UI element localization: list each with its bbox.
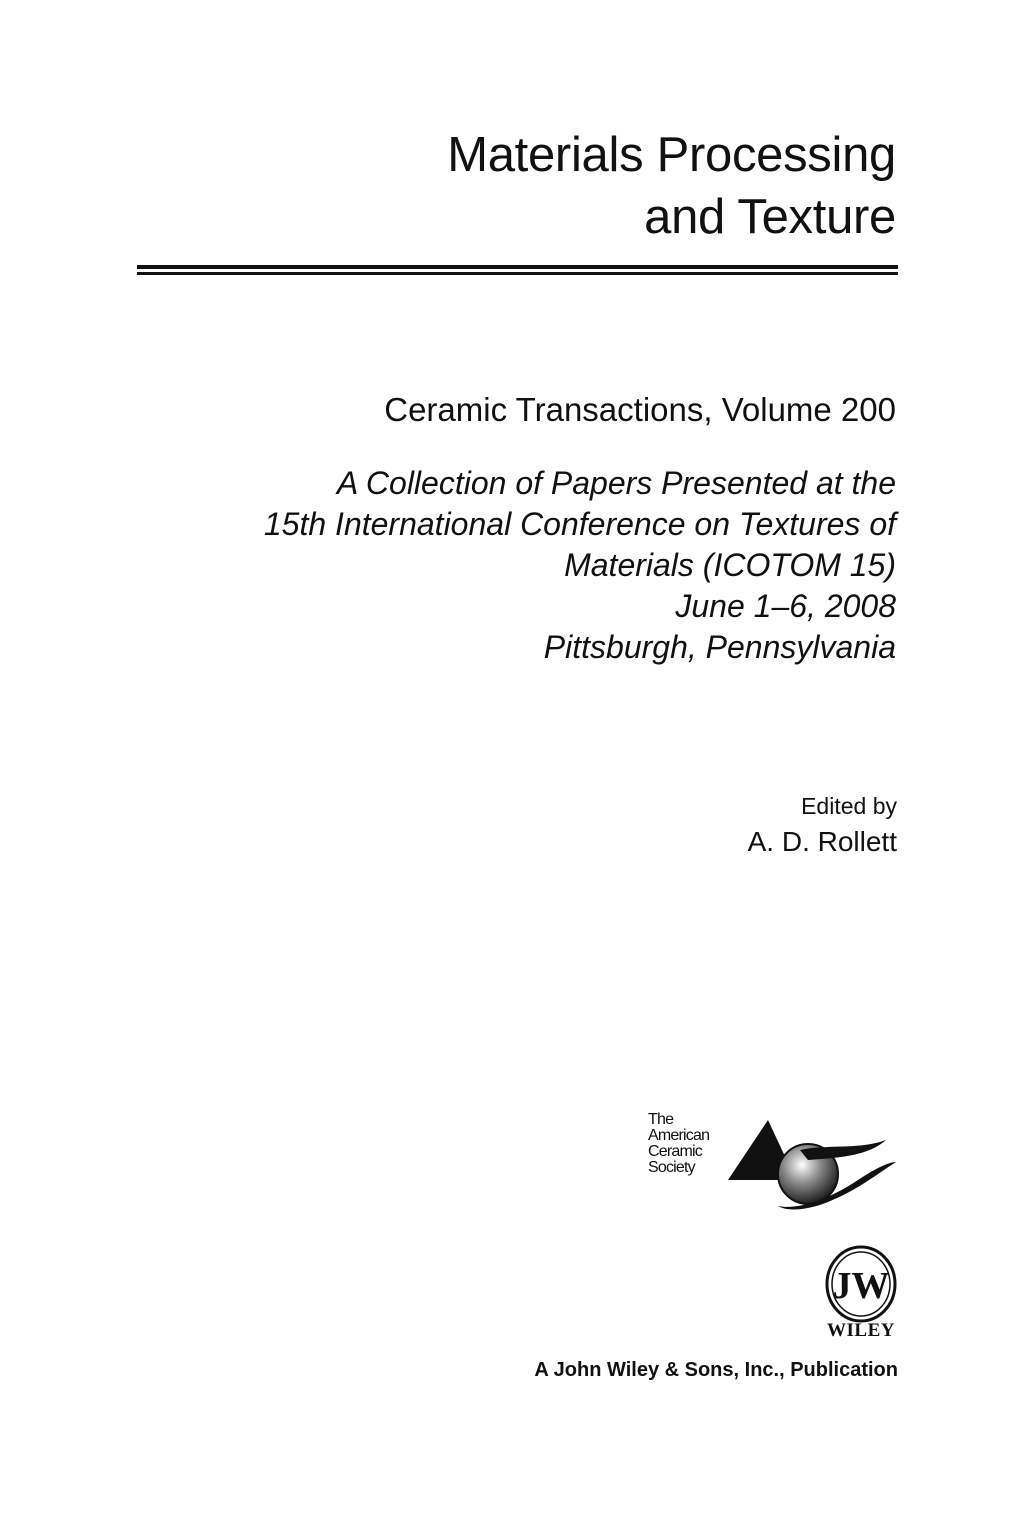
acers-logo-line-1: The (648, 1111, 674, 1128)
conference-location: Pittsburgh, Pennsylvania (543, 629, 896, 665)
subtitle-line-3: Materials (ICOTOM 15) (564, 547, 896, 583)
title-rule-top (137, 265, 898, 269)
acers-logo-line-3: Ceramic (648, 1143, 702, 1160)
wiley-logo (822, 1244, 900, 1348)
subtitle-line-1: A Collection of Papers Presented at the (336, 465, 896, 501)
book-title (447, 124, 896, 248)
wiley-seal-icon (824, 1244, 898, 1324)
wiley-seal-letters: JW (832, 1265, 890, 1307)
subtitle-line-2: 15th International Conference on Textures of (263, 506, 896, 542)
acers-logo-icon (648, 1110, 900, 1218)
title-rule-bottom (137, 272, 898, 275)
wiley-wordmark: WILEY (827, 1320, 895, 1341)
book-title-line-2: and Texture (644, 190, 896, 244)
acers-logo-text (648, 1112, 709, 1176)
series-title: Ceramic Transactions, Volume 200 (384, 391, 896, 428)
edited-by-label: Edited by (801, 793, 897, 819)
subtitle (264, 463, 896, 668)
book-title-line-1: Materials Processing (447, 128, 896, 182)
acers-logo-line-4: Society (648, 1159, 695, 1176)
acers-logo-line-2: American (648, 1127, 710, 1144)
publisher-line: A John Wiley & Sons, Inc., Publication (534, 1359, 898, 1381)
conference-dates: June 1–6, 2008 (675, 588, 896, 624)
acers-emblem-icon (708, 1110, 898, 1216)
editor-name: A. D. Rollett (747, 826, 897, 857)
editor-credit (748, 790, 897, 862)
